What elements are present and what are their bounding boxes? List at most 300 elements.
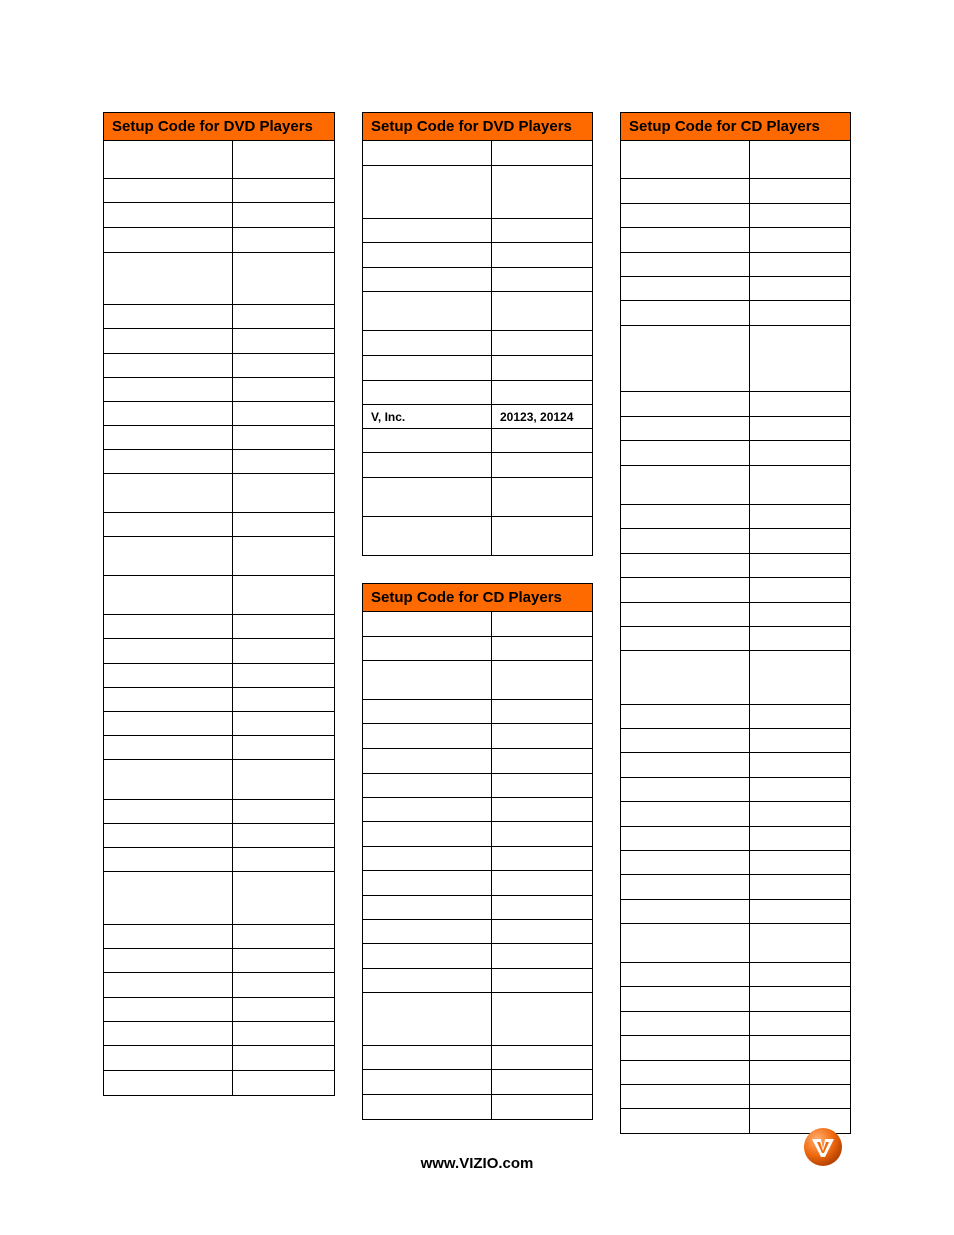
brand-cell bbox=[363, 661, 492, 699]
brand-cell bbox=[104, 474, 233, 512]
brand-cell bbox=[363, 822, 492, 846]
brand-cell bbox=[363, 700, 492, 723]
code-cell bbox=[492, 292, 592, 330]
code-cell bbox=[492, 381, 592, 404]
brand-cell bbox=[363, 1095, 492, 1119]
brand-cell bbox=[104, 378, 233, 401]
code-cell bbox=[492, 243, 592, 267]
table-row bbox=[104, 639, 334, 664]
brand-cell bbox=[363, 637, 492, 660]
brand-cell bbox=[363, 724, 492, 748]
table-row bbox=[104, 872, 334, 925]
code-cell bbox=[750, 417, 850, 440]
brand-cell bbox=[363, 517, 492, 555]
brand-cell bbox=[621, 827, 750, 850]
table-row bbox=[363, 637, 592, 661]
brand-cell bbox=[363, 969, 492, 992]
table-row bbox=[104, 450, 334, 474]
brand-cell bbox=[104, 305, 233, 328]
table-row bbox=[363, 219, 592, 243]
code-cell bbox=[492, 1095, 592, 1119]
code-cell: 20123, 20124 bbox=[500, 409, 574, 424]
brand-cell bbox=[104, 688, 233, 711]
table-row bbox=[363, 268, 592, 292]
code-cell bbox=[750, 466, 850, 504]
brand-cell bbox=[621, 987, 750, 1011]
table-row bbox=[363, 356, 592, 381]
code-cell bbox=[233, 664, 334, 687]
table-title: Setup Code for CD Players bbox=[621, 113, 850, 141]
code-cell bbox=[492, 517, 592, 555]
brand-cell bbox=[363, 896, 492, 919]
code-cell bbox=[233, 253, 334, 304]
table-row bbox=[621, 505, 850, 529]
code-cell bbox=[750, 529, 850, 553]
table-title: Setup Code for DVD Players bbox=[104, 113, 334, 141]
code-cell bbox=[233, 872, 334, 924]
brand-cell bbox=[621, 1036, 750, 1060]
table-row bbox=[104, 378, 334, 402]
brand-cell bbox=[621, 802, 750, 826]
code-cell bbox=[492, 774, 592, 797]
brand-cell bbox=[363, 268, 492, 291]
code-cell bbox=[750, 392, 850, 416]
brand-cell bbox=[363, 381, 492, 404]
code-cell bbox=[492, 331, 592, 355]
brand-cell bbox=[363, 920, 492, 943]
table-row bbox=[363, 700, 592, 724]
code-cell bbox=[492, 661, 592, 699]
table-row bbox=[363, 381, 592, 405]
table-row bbox=[621, 875, 850, 900]
brand-cell bbox=[621, 900, 750, 923]
table-row bbox=[363, 724, 592, 749]
table-row bbox=[104, 800, 334, 824]
table-row bbox=[621, 827, 850, 851]
table-row bbox=[363, 944, 592, 969]
brand-cell bbox=[104, 760, 233, 799]
brand-cell bbox=[621, 963, 750, 986]
code-cell bbox=[750, 1085, 850, 1108]
table-row bbox=[621, 924, 850, 963]
brand-cell bbox=[621, 417, 750, 440]
code-cell bbox=[233, 513, 334, 536]
table-row bbox=[104, 925, 334, 949]
brand-cell bbox=[104, 973, 233, 997]
code-cell bbox=[233, 203, 334, 227]
code-cell bbox=[750, 578, 850, 602]
code-cell bbox=[750, 900, 850, 923]
code-cell bbox=[492, 219, 592, 242]
brand-cell bbox=[104, 228, 233, 252]
brand-cell bbox=[621, 924, 750, 962]
brand-cell bbox=[363, 944, 492, 968]
brand-cell bbox=[621, 705, 750, 728]
brand-cell bbox=[621, 753, 750, 777]
code-cell bbox=[750, 753, 850, 777]
brand-cell bbox=[104, 664, 233, 687]
table-row bbox=[621, 417, 850, 441]
brand-cell bbox=[621, 578, 750, 602]
brand-cell bbox=[104, 949, 233, 972]
code-cell bbox=[233, 1022, 334, 1045]
brand-cell bbox=[104, 1046, 233, 1070]
table-row bbox=[363, 1095, 592, 1119]
code-cell bbox=[750, 705, 850, 728]
brand-cell bbox=[104, 1071, 233, 1095]
brand-cell bbox=[104, 203, 233, 227]
code-cell bbox=[233, 925, 334, 948]
brand-cell bbox=[621, 253, 750, 276]
table-row bbox=[621, 1085, 850, 1109]
table-row bbox=[363, 243, 592, 268]
brand-cell bbox=[104, 513, 233, 536]
table-row bbox=[363, 1070, 592, 1095]
table-row bbox=[104, 305, 334, 329]
table-row bbox=[104, 760, 334, 800]
brand-cell bbox=[621, 326, 750, 391]
brand-cell bbox=[104, 615, 233, 638]
table-row bbox=[363, 847, 592, 871]
table-row bbox=[104, 824, 334, 848]
code-cell bbox=[233, 615, 334, 638]
table-row bbox=[363, 798, 592, 822]
code-cell bbox=[233, 998, 334, 1021]
table-row bbox=[621, 301, 850, 326]
brand-cell bbox=[621, 554, 750, 577]
table-row bbox=[621, 627, 850, 651]
table-row bbox=[104, 1022, 334, 1046]
table-row bbox=[621, 466, 850, 505]
code-cell bbox=[750, 924, 850, 962]
code-cell bbox=[233, 760, 334, 799]
code-cell bbox=[233, 639, 334, 663]
table-row bbox=[363, 920, 592, 944]
brand-cell bbox=[621, 392, 750, 416]
brand-cell bbox=[104, 402, 233, 425]
brand-cell bbox=[363, 292, 492, 330]
code-cell bbox=[492, 847, 592, 870]
table-row bbox=[621, 963, 850, 987]
table-row bbox=[104, 179, 334, 203]
table-row bbox=[363, 331, 592, 356]
code-cell bbox=[492, 612, 592, 636]
brand-cell bbox=[621, 875, 750, 899]
table-row bbox=[104, 253, 334, 305]
code-cell bbox=[492, 1070, 592, 1094]
table-row bbox=[363, 166, 592, 219]
brand-cell bbox=[363, 871, 492, 895]
brand-cell bbox=[363, 612, 492, 636]
code-cell bbox=[750, 204, 850, 227]
code-cell bbox=[750, 651, 850, 704]
code-cell bbox=[233, 949, 334, 972]
code-cell bbox=[750, 802, 850, 826]
code-cell bbox=[233, 426, 334, 449]
code-cell bbox=[492, 749, 592, 773]
brand-cell bbox=[104, 998, 233, 1021]
table-row bbox=[104, 1071, 334, 1095]
code-cell bbox=[750, 301, 850, 325]
brand-cell bbox=[621, 466, 750, 504]
code-cell bbox=[492, 453, 592, 477]
table-row bbox=[363, 871, 592, 896]
brand-cell bbox=[621, 301, 750, 325]
brand-cell bbox=[363, 243, 492, 267]
table-row bbox=[104, 141, 334, 179]
table-row bbox=[621, 578, 850, 603]
table-row bbox=[621, 326, 850, 392]
table-row bbox=[621, 204, 850, 228]
brand-cell bbox=[621, 1109, 750, 1133]
brand-cell: V, Inc. bbox=[363, 405, 492, 428]
code-cell bbox=[492, 478, 592, 516]
table-row bbox=[363, 517, 592, 555]
code-cell bbox=[750, 277, 850, 300]
brand-cell bbox=[363, 1046, 492, 1069]
code-cell bbox=[750, 179, 850, 203]
code-cell bbox=[233, 378, 334, 401]
brand-cell bbox=[104, 712, 233, 735]
brand-cell bbox=[621, 1012, 750, 1035]
code-cell bbox=[233, 800, 334, 823]
code-cell bbox=[750, 1061, 850, 1084]
code-cell bbox=[233, 228, 334, 252]
table-row bbox=[621, 141, 850, 179]
code-cell bbox=[233, 402, 334, 425]
table-title: Setup Code for DVD Players bbox=[363, 113, 592, 141]
brand-cell bbox=[104, 450, 233, 473]
table-row bbox=[363, 478, 592, 517]
brand-cell bbox=[621, 651, 750, 704]
code-cell bbox=[750, 963, 850, 986]
brand-cell bbox=[104, 141, 233, 178]
dvd-code-table-1 bbox=[103, 112, 335, 1096]
code-cell bbox=[492, 700, 592, 723]
brand-cell bbox=[363, 166, 492, 218]
brand-cell bbox=[363, 141, 492, 165]
table-row bbox=[363, 749, 592, 774]
footer-url: www.VIZIO.com bbox=[420, 1155, 534, 1172]
code-cell bbox=[233, 848, 334, 871]
brand-cell bbox=[363, 453, 492, 477]
table-row bbox=[621, 1036, 850, 1061]
brand-cell bbox=[363, 749, 492, 773]
code-cell bbox=[233, 824, 334, 847]
brand-cell bbox=[363, 798, 492, 821]
code-cell bbox=[492, 141, 592, 165]
table-row bbox=[621, 529, 850, 554]
table-row bbox=[621, 179, 850, 204]
table-row bbox=[621, 253, 850, 277]
code-cell bbox=[233, 537, 334, 575]
brand-cell bbox=[104, 736, 233, 759]
table-row bbox=[104, 513, 334, 537]
brand-cell bbox=[104, 426, 233, 449]
code-cell bbox=[750, 729, 850, 752]
code-cell bbox=[750, 827, 850, 850]
table-row bbox=[621, 603, 850, 627]
code-cell bbox=[492, 356, 592, 380]
table-row bbox=[104, 228, 334, 253]
brand-cell bbox=[104, 1022, 233, 1045]
code-cell bbox=[750, 627, 850, 650]
vizio-v-logo-icon bbox=[803, 1127, 843, 1167]
table-row bbox=[621, 778, 850, 802]
dvd-code-table-2 bbox=[362, 112, 593, 556]
code-cell bbox=[492, 896, 592, 919]
brand-cell bbox=[104, 925, 233, 948]
code-cell bbox=[492, 920, 592, 943]
code-cell bbox=[750, 554, 850, 577]
code-cell bbox=[750, 851, 850, 874]
table-row bbox=[363, 896, 592, 920]
code-cell bbox=[233, 329, 334, 353]
brand-cell bbox=[621, 1085, 750, 1108]
brand-cell bbox=[363, 331, 492, 355]
code-cell bbox=[233, 305, 334, 328]
brand-cell bbox=[104, 537, 233, 575]
table-row bbox=[104, 615, 334, 639]
brand-cell bbox=[363, 356, 492, 380]
code-cell bbox=[492, 268, 592, 291]
table-row bbox=[363, 661, 592, 700]
brand-cell bbox=[104, 179, 233, 202]
code-cell bbox=[492, 944, 592, 968]
code-cell bbox=[233, 736, 334, 759]
code-cell bbox=[492, 637, 592, 660]
brand-cell bbox=[621, 778, 750, 801]
code-cell bbox=[492, 798, 592, 821]
table-row bbox=[363, 429, 592, 453]
code-cell bbox=[233, 688, 334, 711]
table-row bbox=[363, 969, 592, 993]
brand-cell bbox=[104, 354, 233, 377]
code-cell bbox=[233, 474, 334, 512]
code-cell bbox=[233, 354, 334, 377]
brand-cell bbox=[621, 529, 750, 553]
brand-cell bbox=[104, 872, 233, 924]
table-row bbox=[621, 554, 850, 578]
table-row bbox=[621, 651, 850, 705]
code-cell bbox=[750, 987, 850, 1011]
code-cell bbox=[233, 576, 334, 614]
table-row bbox=[621, 802, 850, 827]
code-cell bbox=[492, 429, 592, 452]
table-row bbox=[104, 329, 334, 354]
brand-cell bbox=[621, 851, 750, 874]
code-cell bbox=[750, 1012, 850, 1035]
table-row bbox=[104, 354, 334, 378]
code-cell bbox=[750, 441, 850, 465]
code-cell bbox=[233, 141, 334, 178]
table-row bbox=[104, 203, 334, 228]
code-cell bbox=[750, 603, 850, 626]
table-row bbox=[621, 729, 850, 753]
table-row bbox=[104, 688, 334, 712]
brand-cell bbox=[363, 774, 492, 797]
table-row bbox=[621, 753, 850, 778]
cd-code-table-2 bbox=[620, 112, 851, 1134]
code-cell bbox=[750, 253, 850, 276]
table-row bbox=[363, 993, 592, 1046]
table-row bbox=[621, 851, 850, 875]
table-row bbox=[104, 664, 334, 688]
brand-cell bbox=[104, 329, 233, 353]
code-cell bbox=[750, 228, 850, 252]
brand-cell bbox=[363, 429, 492, 452]
brand-cell bbox=[621, 505, 750, 528]
cd-code-table-1 bbox=[362, 583, 593, 1120]
code-cell bbox=[233, 179, 334, 202]
code-cell bbox=[233, 1046, 334, 1070]
table-row bbox=[621, 705, 850, 729]
brand-cell bbox=[363, 1070, 492, 1094]
code-cell bbox=[750, 326, 850, 391]
table-row bbox=[104, 474, 334, 513]
table-row bbox=[104, 736, 334, 760]
brand-cell bbox=[104, 800, 233, 823]
brand-cell bbox=[621, 141, 750, 178]
code-cell bbox=[750, 1036, 850, 1060]
brand-cell bbox=[104, 576, 233, 614]
table-row bbox=[621, 228, 850, 253]
table-row bbox=[104, 712, 334, 736]
brand-cell bbox=[621, 228, 750, 252]
code-cell bbox=[492, 871, 592, 895]
code-cell bbox=[233, 1071, 334, 1095]
table-row bbox=[104, 537, 334, 576]
code-cell bbox=[750, 505, 850, 528]
brand-cell bbox=[621, 277, 750, 300]
brand-cell bbox=[104, 253, 233, 304]
code-cell bbox=[233, 450, 334, 473]
table-row bbox=[363, 1046, 592, 1070]
table-row bbox=[621, 1061, 850, 1085]
brand-cell bbox=[621, 627, 750, 650]
brand-cell bbox=[363, 847, 492, 870]
table-row bbox=[363, 141, 592, 166]
table-row bbox=[104, 998, 334, 1022]
brand-cell bbox=[363, 993, 492, 1045]
table-row bbox=[104, 973, 334, 998]
table-row bbox=[621, 987, 850, 1012]
brand-cell bbox=[104, 824, 233, 847]
code-cell bbox=[233, 712, 334, 735]
code-cell bbox=[492, 993, 592, 1045]
table-row bbox=[363, 453, 592, 478]
code-cell bbox=[750, 778, 850, 801]
code-cell bbox=[492, 166, 592, 218]
table-row bbox=[104, 1046, 334, 1071]
table-row bbox=[363, 822, 592, 847]
table-row bbox=[104, 949, 334, 973]
code-cell bbox=[492, 1046, 592, 1069]
brand-cell bbox=[621, 1061, 750, 1084]
table-row bbox=[621, 392, 850, 417]
table-row bbox=[104, 402, 334, 426]
table-row bbox=[363, 612, 592, 637]
table-row bbox=[363, 774, 592, 798]
table-title: Setup Code for CD Players bbox=[363, 584, 592, 612]
brand-cell bbox=[621, 729, 750, 752]
brand-cell bbox=[621, 441, 750, 465]
code-cell bbox=[750, 875, 850, 899]
table-row bbox=[363, 405, 592, 429]
code-cell bbox=[233, 973, 334, 997]
table-row bbox=[104, 848, 334, 872]
brand-cell bbox=[104, 639, 233, 663]
